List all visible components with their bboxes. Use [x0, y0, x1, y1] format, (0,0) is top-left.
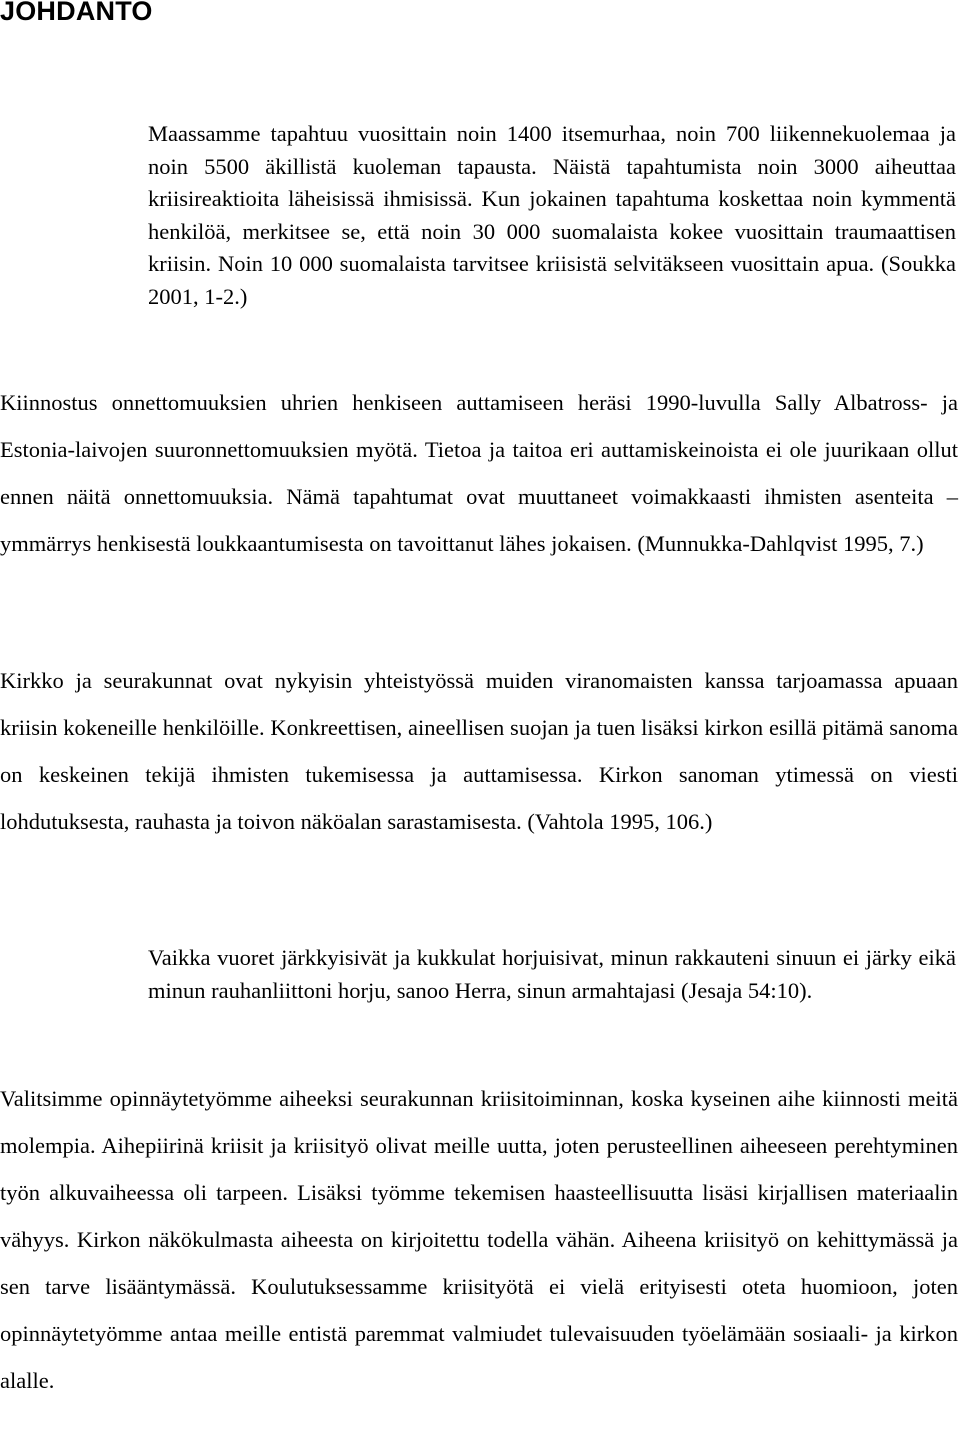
paragraph-interest: Kiinnostus onnettomuuksien uhrien henkiseen auttamiseen heräsi 1990-luvulla Sally Albatross- ja Estonia-laivojen suuronnettomuuksien myötä. Tietoa ja taitoa eri auttamiskeinoista ei ole juurikaan ollut ennen näitä onnettomuuksia. Nämä tapahtumat ovat muuttaneet voimakkaasti ihmisten asenteita – ymmärrys henkisestä loukkaantumisesta on tavoittanut lähes jokaisen. (Munnukka-Dahlqvist 1995, 7.)	[0, 390, 958, 556]
paragraph-topic-choice: Valitsimme opinnäytetyömme aiheeksi seurakunnan kriisitoiminnan, koska kyseinen aihe kiinnosti meitä molempia. Aihepiirinä kriisit ja kriisityö olivat meille uutta, joten perusteellinen aiheeseen perehtyminen työn alkuvaiheessa oli tarpeen. Lisäksi työmme tekemisen haasteellisuutta lisäsi kirjallisen materiaalin vähyys. Kirkon näkökulmasta aiheesta on kirjoitettu todella vähän. Aiheena kriisityö on kehittymässä ja sen tarve lisääntymässä. Koulutuksessamme kriisityötä ei vielä erityisesti oteta huomioon, joten opinnäytetyömme antaa meille entistä paremmat valmiudet tulevaisuuden työelämään sosiaali- ja kirkon alalle.	[0, 1086, 958, 1393]
paragraph-intro: Maassamme tapahtuu vuosittain noin 1400 itsemurhaa, noin 700 liikennekuolemaa ja noin 5500 äkillistä kuoleman tapausta. Näistä tapahtumista noin 3000 aiheuttaa kriisireaktioita läheisissä ihmisissä. Kun jokainen tapahtuma koskettaa noin kymmentä henkilöä, merkitsee se, että noin 30 000 suomalaista kokee vuosittain traumaattisen kriisin. Noin 10 000 suomalaista tarvitsee kriisistä selvitäkseen vuosittain apua. (Soukka 2001, 1-​2.)	[148, 121, 956, 309]
section-heading: JOHDANTO	[0, 0, 153, 26]
paragraph-church: Kirkko ja seurakunnat ovat nykyisin yhteistyössä muiden viranomaisten kanssa tarjoamassa apuaan kriisin kokeneille henkilöille. Konkreettisen, aineellisen suojan ja tuen lisäksi kirkon esillä pitämä sanoma on keskeinen tekijä ihmisten tukemisessa ja auttamisessa. Kirkon sanoman ytimessä on viesti lohdutuksesta, rauhasta ja toivon näköalan sarastamisesta. (Vahtola 1995, 106.)	[0, 668, 958, 834]
bible-quote: Vaikka vuoret järkkyisivät ja kukkulat horjuisivat, minun rakkauteni sinuun ei järky eikä minun rauhanliittoni horju, sanoo Herra, sinun armahtajasi (Jesaja 54:10).	[148, 945, 956, 1003]
